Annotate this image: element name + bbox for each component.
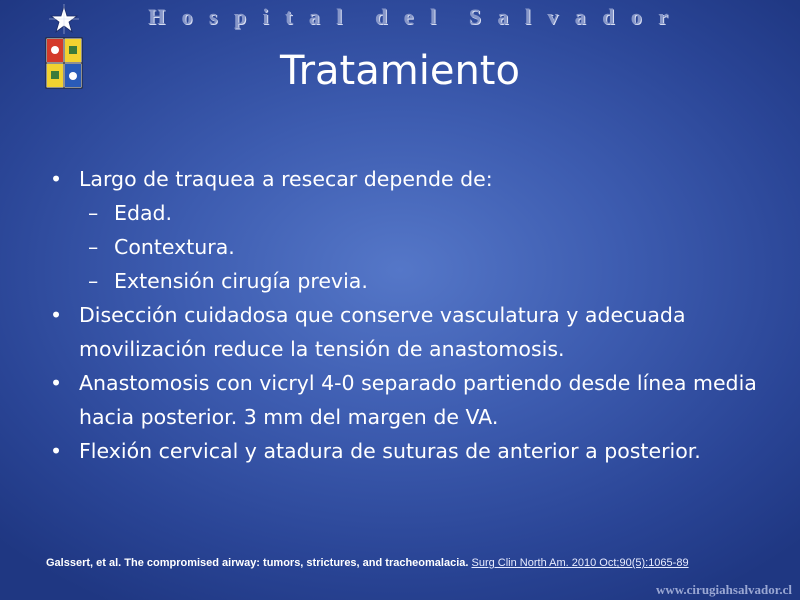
bullet-text: Disección cuidadosa que conserve vasculatura y adecuada movilización reduce la tensión de anastomosis. xyxy=(79,303,686,361)
header-letter: a xyxy=(497,4,509,29)
bullet-marker: • xyxy=(50,303,63,327)
header-letter: r xyxy=(658,4,668,29)
bullet-item xyxy=(46,366,766,434)
header-letter: o xyxy=(630,4,642,29)
header-letter: d xyxy=(375,4,388,29)
header-letter: H xyxy=(148,4,166,29)
header-letter: d xyxy=(602,4,615,29)
citation xyxy=(46,557,786,569)
header-letter: o xyxy=(181,4,193,29)
bullet-list xyxy=(46,162,766,468)
star-emblem xyxy=(49,4,79,34)
bullet-text: Edad. xyxy=(114,201,173,225)
bullet-text: Largo de traquea a resecar depende de: xyxy=(79,167,493,191)
header-letter: l xyxy=(429,4,436,29)
footer-url: www.cirugiahsalvador.cl xyxy=(655,582,792,597)
header-letter: e xyxy=(403,4,414,29)
bullet-text: Anastomosis con vicryl 4-0 separado partiendo desde línea media hacia posterior. 3 mm del margen de VA. xyxy=(79,371,757,429)
bullet-item xyxy=(46,162,766,196)
header-letter: S xyxy=(468,4,481,29)
bullet-text: Contextura. xyxy=(114,235,235,259)
header-letter: v xyxy=(547,4,559,29)
slide-title: Tratamiento xyxy=(280,48,520,94)
dash-marker: – xyxy=(88,269,99,293)
citation-link[interactable]: Surg Clin North Am. 2010 Oct;90(5):1065-89 xyxy=(471,557,689,569)
sub-bullet-item xyxy=(46,196,766,230)
header-letter: t xyxy=(285,4,293,29)
bullet-marker: • xyxy=(50,167,63,191)
dash-marker: – xyxy=(88,201,99,225)
header-letter: a xyxy=(574,4,586,29)
header-letter: a xyxy=(308,4,320,29)
header-letter: p xyxy=(233,4,247,29)
header-letter: i xyxy=(262,4,269,29)
hospital-name-header xyxy=(148,4,668,30)
header-letter: l xyxy=(524,4,531,29)
citation-text: Galssert, et al. The compromised airway: tumors, strictures, and tracheomalacia. xyxy=(46,557,469,569)
header-letter: s xyxy=(208,4,218,29)
sub-bullet-item xyxy=(46,230,766,264)
bullet-marker: • xyxy=(50,371,63,395)
bullet-item xyxy=(46,298,766,366)
dash-marker: – xyxy=(88,235,99,259)
sub-bullet-item xyxy=(46,264,766,298)
bullet-marker: • xyxy=(50,439,63,463)
bullet-text: Flexión cervical y atadura de suturas de anterior a posterior. xyxy=(79,439,701,463)
bullet-text: Extensión cirugía previa. xyxy=(114,269,368,293)
bullet-item xyxy=(46,434,766,468)
header-letter: l xyxy=(336,4,343,29)
